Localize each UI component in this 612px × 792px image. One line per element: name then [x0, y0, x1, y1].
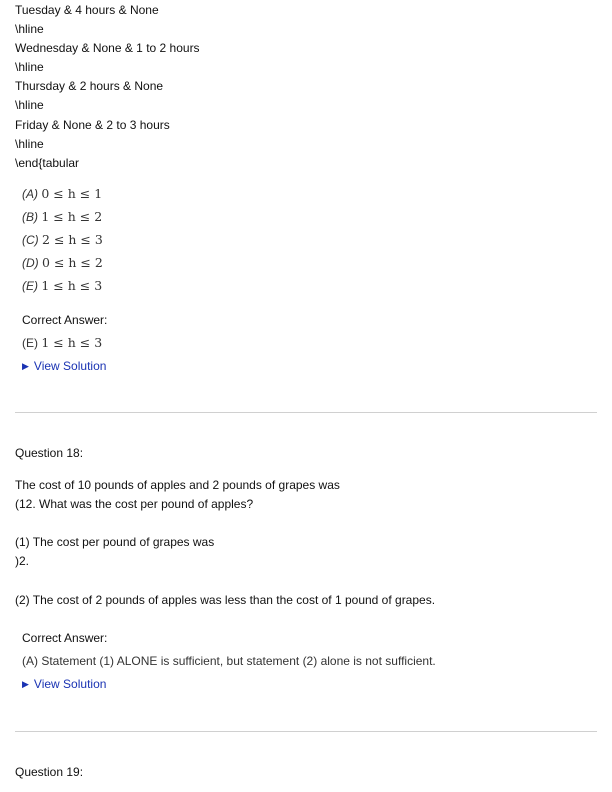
view-solution-text: View Solution [33, 359, 107, 373]
correct-answer-label: Correct Answer: [22, 313, 108, 327]
divider [15, 731, 597, 732]
table-line: Friday & None & 2 to 3 hours [15, 118, 170, 132]
option-label: (D) [22, 256, 39, 270]
correct-answer-label: Correct Answer: [22, 631, 108, 645]
question-stem-line: (12. What was the cost per pound of apples? [15, 497, 254, 511]
answer-option-a [22, 186, 102, 201]
option-label: (E) [22, 279, 38, 293]
correct-answer: (A) Statement (1) ALONE is sufficient, but statement (2) alone is not sufficient. [22, 654, 436, 668]
option-label: (C) [22, 233, 39, 247]
table-line: Tuesday & 4 hours & None [15, 3, 159, 17]
question-stem-line: The cost of 10 pounds of apples and 2 pounds of grapes was [15, 478, 340, 492]
table-line: \hline [15, 22, 44, 36]
answer-option-c [22, 232, 103, 247]
divider [15, 412, 597, 413]
table-line: Thursday & 2 hours & None [15, 79, 164, 93]
statement-1-line: )2. [15, 554, 30, 568]
table-line: \hline [15, 60, 44, 74]
table-line: Wednesday & None & 1 to 2 hours [15, 41, 200, 55]
table-line: \hline [15, 98, 44, 112]
option-label: (B) [22, 210, 38, 224]
option-math: 1 ≤ h ≤ 2 [41, 209, 103, 224]
statement-1-line: (1) The cost per pound of grapes was [15, 535, 215, 549]
answer-option-e [22, 278, 102, 293]
table-line: \hline [15, 137, 44, 151]
view-solution-link[interactable] [22, 677, 106, 691]
option-label: (A) [22, 187, 38, 201]
answer-option-label: (E) [22, 336, 38, 350]
table-line: \end{tabular [15, 156, 80, 170]
answer-option-b [22, 209, 102, 224]
view-solution-text: View Solution [33, 677, 107, 691]
triangle-right-icon: ▶ [22, 679, 29, 689]
view-solution-link[interactable] [22, 359, 106, 373]
answer-option-d [22, 255, 103, 270]
question-heading: Question 18: [15, 446, 84, 460]
answer-math: 1 ≤ h ≤ 3 [41, 335, 103, 350]
option-math: 2 ≤ h ≤ 3 [42, 232, 103, 247]
triangle-right-icon: ▶ [22, 361, 29, 371]
correct-answer [22, 335, 102, 350]
option-math: 1 ≤ h ≤ 3 [41, 278, 103, 293]
option-math: 0 ≤ h ≤ 1 [41, 186, 103, 201]
question-heading: Question 19: [15, 765, 84, 779]
option-math: 0 ≤ h ≤ 2 [42, 255, 103, 270]
statement-2: (2) The cost of 2 pounds of apples was less than the cost of 1 pound of grapes. [15, 593, 436, 607]
